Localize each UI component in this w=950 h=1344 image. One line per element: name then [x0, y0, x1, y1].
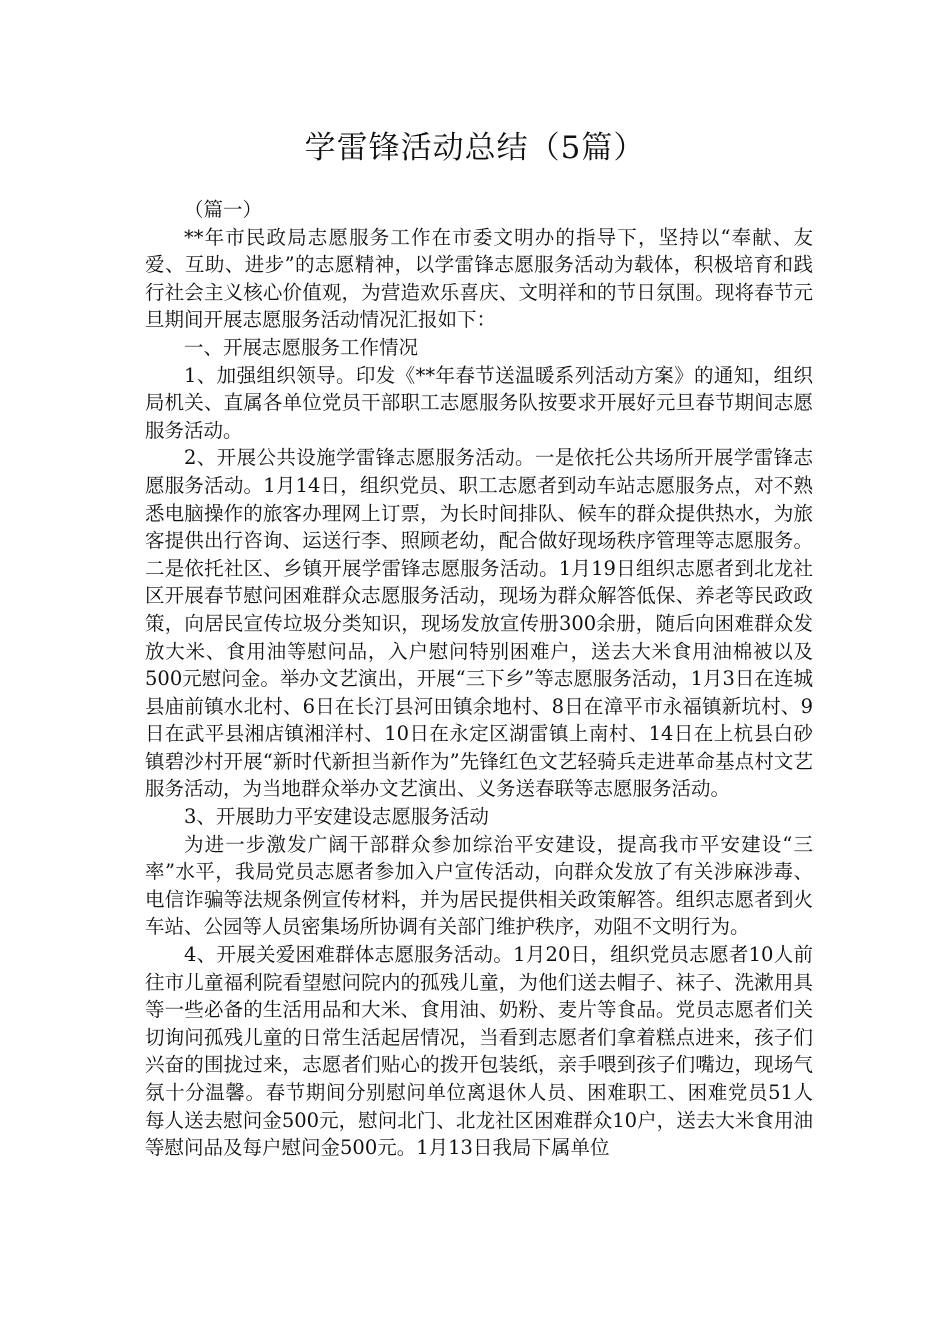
paragraph: 为进一步激发广阔干部群众参加综治平安建设，提高我市平安建设“三率”水平，我局党员志愿者参加入户宣传活动，向群众发放了有关涉麻涉毒、电信诈骗等法规条例宣传材料，并为居民提供相关政策解答。组织志愿者到火车站、公园等人员密集场所协调有关部门维护秩序，劝阻不文明行为。 [145, 832, 813, 939]
paragraph: 1、加强组织领导。印发《**年春节送温暖系列活动方案》的通知，组织局机关、直属各单位党员干部职工志愿服务队按要求开展好元旦春节期间志愿服务活动。 [145, 363, 813, 442]
section-heading: 一、开展志愿服务工作情况 [184, 335, 419, 359]
section-label: （篇一） [184, 198, 263, 221]
document-body [145, 196, 813, 1162]
subsection-heading: 3、开展助力平安建设志愿服务活动 [184, 805, 489, 829]
document-title: 学雷锋活动总结（5篇） [304, 130, 646, 166]
paragraph: 2、开展公共设施学雷锋志愿服务活动。一是依托公共场所开展学雷锋志愿服务活动。1月14日，组织党员、职工志愿者到动车站志愿服务点，对不熟悉电脑操作的旅客办理网上订票，为长时间排队、候车的群众提供热水，为旅客提供出行咨询、运送行李、照顾老幼，配合做好现场秩序管理等志愿服务。二是依托社区、乡镇开展学雷锋志愿服务活动。1月19日组织志愿者到北龙社区开展春节慰问困难群众志愿服务活动，现场为群众解答低保、养老等民政政策，向居民宣传垃圾分类知识，现场发放宣传册300余册，随后向困难群众发放大米、食用油等慰问品，入户慰问特别困难户，送去大米食用油棉被以及500元慰问金。举办文艺演出，开展“三下乡”等志愿服务活动，1月3日在连城县庙前镇水北村、6日在长汀县河田镇余地村、8日在漳平市永福镇新坑村、9日在武平县湘店镇湘洋村、10日在永定区湖雷镇上南村、14日在上杭县白砂镇碧沙村开展“新时代新担当新作为”先锋红色文艺轻骑兵走进革命基点村文艺服务活动，为当地群众举办文艺演出、义务送春联等志愿服务活动。 [145, 446, 813, 801]
paragraph: 4、开展关爱困难群体志愿服务活动。1月20日，组织党员志愿者10人前往市儿童福利院看望慰问院内的孤残儿童，为他们送去帽子、袜子、洗漱用具等一些必备的生活用品和大米、食用油、奶粉、麦片等食品。党员志愿者们关切询问孤残儿童的日常生活起居情况，当看到志愿者们拿着糕点进来，孩子们兴奋的围拢过来，志愿者们贴心的拨开包装纸，亲手喂到孩子们嘴边，现场气氛十分温馨。春节期间分别慰问单位离退休人员、困难职工、困难党员51人每人送去慰问金500元，慰问北门、北龙社区困难群众10户，送去大米食用油等慰问品及每户慰问金500元。1月13日我局下属单位 [145, 943, 813, 1160]
paragraph: **年市民政局志愿服务工作在市委文明办的指导下，坚持以“奉献、友爱、互助、进步”的志愿精神，以学雷锋志愿服务活动为载体，积极培育和践行社会主义核心价值观，为营造欢乐喜庆、文明祥和的节日氛围。现将春节元旦期间开展志愿服务活动情况汇报如下： [145, 225, 813, 332]
